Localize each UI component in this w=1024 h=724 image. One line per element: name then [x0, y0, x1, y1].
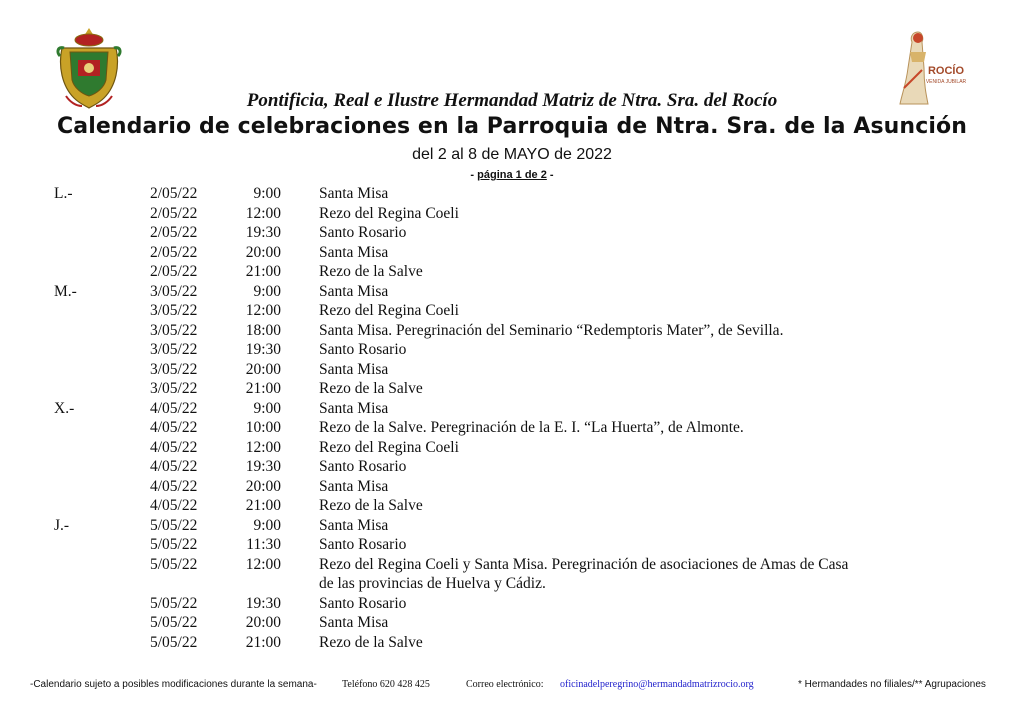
schedule-description: Rezo de la Salve — [319, 633, 423, 651]
schedule-description: Rezo del Regina Coeli y Santa Misa. Peregrinación de asociaciones de Amas de Casa — [319, 555, 849, 573]
schedule-date: 4/05/22 — [150, 438, 198, 456]
schedule-date: 5/05/22 — [150, 614, 198, 631]
page-number-prefix: - — [470, 169, 478, 181]
schedule-description: de las provincias de Huelva y Cádiz. — [319, 575, 546, 592]
footer-email-link[interactable]: oficinadelperegrino@hermandadmatrizrocio.org — [560, 679, 754, 690]
schedule-date: 4/05/22 — [150, 419, 198, 436]
schedule-description: Rezo de la Salve. Peregrinación de la E. I. “La Huerta”, de Almonte. — [319, 419, 744, 436]
page-title: Calendario de celebraciones en la Parroquia de Ntra. Sra. de la Asunción — [57, 114, 967, 139]
schedule-date: 4/05/22 — [150, 497, 198, 514]
schedule-description: Rezo de la Salve — [319, 263, 423, 280]
schedule-time: 20:00 — [245, 243, 281, 261]
schedule-row — [0, 262, 1024, 282]
schedule-time: 19:30 — [245, 458, 281, 475]
schedule-description: Rezo del Regina Coeli — [319, 204, 459, 222]
schedule-date: 3/05/22 — [150, 341, 198, 358]
schedule-date: 5/05/22 — [150, 555, 198, 573]
schedule-time: 9:00 — [253, 516, 281, 534]
logo-rocio-text: ROCÍO — [927, 65, 965, 77]
schedule-time: 12:00 — [245, 204, 281, 222]
hermandad-subtitle: Pontificia, Real e Ilustre Hermandad Matriz de Ntra. Sra. del Rocío — [246, 90, 778, 111]
schedule-date: 3/05/22 — [150, 360, 198, 378]
schedule-day: J.- — [54, 516, 70, 534]
schedule-day: L.- — [54, 185, 73, 202]
schedule-date: 4/05/22 — [150, 399, 198, 417]
schedule-row — [0, 282, 1024, 302]
schedule-description: Santa Misa — [319, 614, 389, 631]
schedule-row — [0, 496, 1024, 516]
date-range: del 2 al 8 de MAYO de 2022 — [412, 146, 612, 163]
schedule-date: 4/05/22 — [150, 458, 198, 475]
schedule-row — [0, 613, 1024, 633]
footer-note: -Calendario sujeto a posibles modificaciones durante la semana- — [30, 679, 317, 690]
schedule-description: Santo Rosario — [319, 594, 407, 612]
schedule-time: 12:00 — [245, 438, 281, 456]
schedule-description: Santa Misa — [319, 516, 389, 534]
footer-legend: * Hermandades no filiales/** Agrupaciones — [798, 679, 986, 690]
schedule-time: 10:00 — [245, 419, 281, 436]
schedule-description: Santa Misa — [319, 360, 389, 378]
schedule-time: 12:00 — [245, 555, 281, 573]
schedule-row — [0, 516, 1024, 536]
schedule-date: 3/05/22 — [150, 282, 198, 300]
schedule-description: Santa Misa — [319, 243, 389, 261]
schedule-description: Rezo de la Salve — [319, 497, 423, 514]
schedule-description: Rezo del Regina Coeli — [319, 302, 459, 319]
schedule-time: 19:30 — [245, 341, 281, 358]
schedule-description: Santo Rosario — [319, 458, 407, 475]
schedule-date: 5/05/22 — [150, 594, 198, 612]
schedule-table — [0, 184, 1024, 652]
schedule-row — [0, 301, 1024, 321]
schedule-description: Santa Misa. Peregrinación del Seminario “Redemptoris Mater”, de Sevilla. — [319, 321, 784, 339]
schedule-date: 3/05/22 — [150, 302, 198, 319]
schedule-row — [0, 477, 1024, 497]
schedule-row — [0, 340, 1024, 360]
schedule-time: 9:00 — [253, 399, 281, 417]
schedule-row — [0, 204, 1024, 224]
schedule-row — [0, 360, 1024, 380]
schedule-description: Santa Misa — [319, 185, 389, 202]
schedule-description: Rezo de la Salve — [319, 380, 423, 397]
schedule-date: 2/05/22 — [150, 204, 198, 222]
schedule-description: Santa Misa — [319, 399, 389, 417]
schedule-date: 2/05/22 — [150, 185, 198, 202]
schedule-description: Santo Rosario — [319, 536, 407, 553]
schedule-row — [0, 321, 1024, 341]
schedule-time: 21:00 — [245, 497, 281, 514]
schedule-description: Santo Rosario — [319, 341, 407, 358]
schedule-day: X.- — [54, 399, 75, 417]
page-number-suffix: - — [546, 169, 554, 181]
schedule-description: Santa Misa — [319, 477, 389, 495]
schedule-row — [0, 633, 1024, 653]
schedule-time: 19:30 — [245, 594, 281, 612]
schedule-date: 2/05/22 — [150, 263, 198, 280]
schedule-time: 11:30 — [246, 536, 281, 553]
schedule-row — [0, 457, 1024, 477]
schedule-time: 20:00 — [245, 614, 281, 631]
schedule-date: 2/05/22 — [150, 243, 198, 261]
schedule-row — [0, 555, 1024, 575]
footer-phone: Teléfono 620 428 425 — [342, 679, 430, 690]
schedule-date: 5/05/22 — [150, 516, 198, 534]
logo-subtext: VENIDA JUBILAR — [925, 79, 967, 85]
schedule-time: 18:00 — [245, 321, 281, 339]
schedule-time: 20:00 — [245, 360, 281, 378]
schedule-time: 12:00 — [245, 302, 281, 319]
schedule-description: Santo Rosario — [319, 224, 407, 241]
schedule-row — [0, 574, 1024, 594]
schedule-row — [0, 379, 1024, 399]
schedule-date: 3/05/22 — [150, 380, 198, 397]
schedule-time: 21:00 — [245, 380, 281, 397]
schedule-row — [0, 438, 1024, 458]
schedule-date: 2/05/22 — [150, 224, 198, 241]
schedule-time: 9:00 — [253, 185, 281, 202]
schedule-date: 5/05/22 — [150, 633, 198, 651]
schedule-description: Santa Misa — [319, 282, 389, 300]
footer-email-label: Correo electrónico: — [466, 679, 544, 690]
schedule-row — [0, 535, 1024, 555]
schedule-row — [0, 418, 1024, 438]
schedule-time: 21:00 — [245, 263, 281, 280]
schedule-date: 4/05/22 — [150, 477, 198, 495]
schedule-day: M.- — [54, 282, 77, 300]
schedule-row — [0, 243, 1024, 263]
schedule-row — [0, 184, 1024, 204]
schedule-row — [0, 594, 1024, 614]
schedule-time: 21:00 — [245, 633, 281, 651]
schedule-row — [0, 399, 1024, 419]
schedule-row — [0, 223, 1024, 243]
schedule-time: 20:00 — [245, 477, 281, 495]
page-number-label: página 1 de 2 — [477, 169, 547, 181]
page-number — [0, 169, 1024, 181]
schedule-time: 19:30 — [245, 224, 281, 241]
schedule-date: 5/05/22 — [150, 536, 198, 553]
schedule-time: 9:00 — [253, 282, 281, 300]
schedule-description: Rezo del Regina Coeli — [319, 438, 459, 456]
schedule-date: 3/05/22 — [150, 321, 198, 339]
